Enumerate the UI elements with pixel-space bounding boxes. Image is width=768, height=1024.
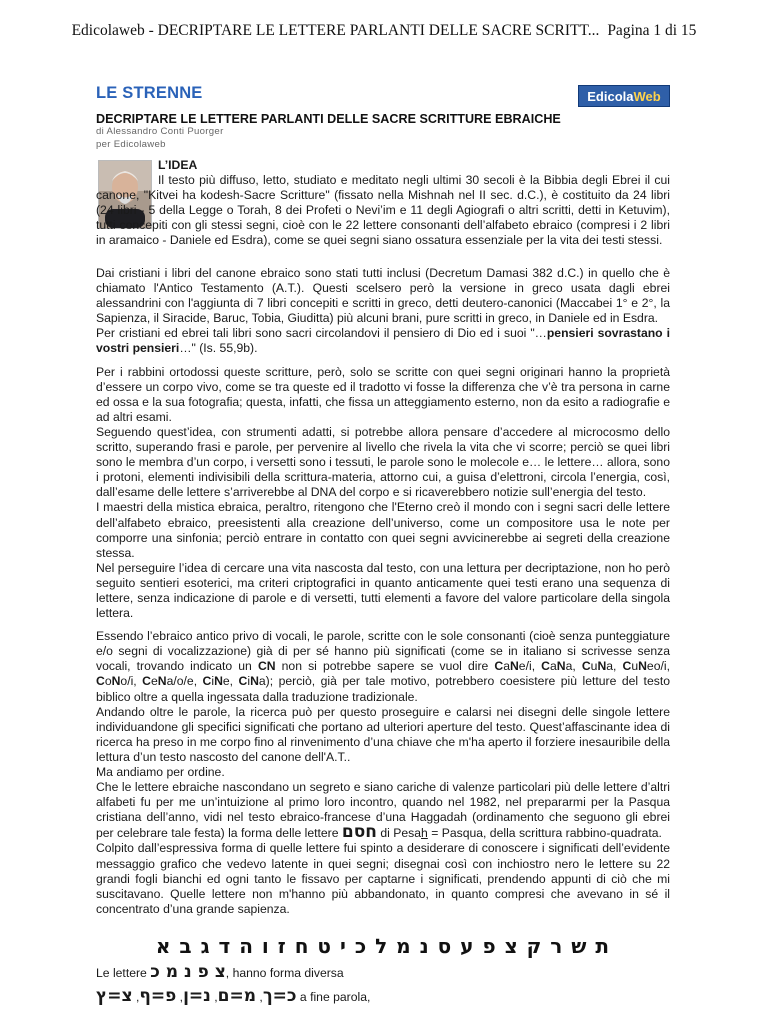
paragraph-drawings: Colpito dall’espressiva forma di quelle lettere fui spinto a desiderare di conoscere i significati dell’evidente messaggio grafico che vedevo latente in quei segni; disegnai così con inchiostro nero le lettere su 22 grandi fogli bianchi ed ogni tanto le fissavo per captarne i significati, prendendo appunti di ciò che mi suscitavano. Quelle lettere non m'hanno più abbandonato, in quanto compresi che avevano in sé il concentrato d’una grande sapienza. <box>96 841 670 916</box>
source-byline: per Edicolaweb <box>96 139 166 150</box>
final-letters-line: Le lettere צ פ נ מ כ, hanno forma diversa <box>96 962 344 982</box>
paragraph-beyond-words: Andando oltre le parole, la ricerca può per questo proseguire e calarsi nei disegni delle singole lettere individuandone gli specifici significati che portano ad ulteriori aperture del testo. Quest’affascinante idea di ricerca ha preso in me corpo fino al rinvenimento d’una chiave che m'ha aperto il forziere inesauribile della lettura d’un testo nascosto del canone dell'A.T.. <box>96 704 670 764</box>
intro-section <box>96 158 670 249</box>
final-form-pair: פ=ף <box>139 986 177 1006</box>
paragraph-vowels: Essendo l’ebraico antico privo di vocali, le parole, scritte con le sole consonanti (cioè senza punteggiature e/o segni di vocalizzazione) già di per sé hanno più significati (come se in italiano si scrivesse senza vocali, trovando indicato un CN non si potrebbe sapere se vuol dire CaNe/i, CaNa, CuNa, CuNeo/i, CoNo/i, CeNa/o/e, CiNe, CiNa); perciò, già per tale motivo, potrebbero coesistere più letture del testo biblico oltre a quella ingessata dalla traduzione tradizionale. <box>96 629 670 704</box>
cn-word: CuNeo/i <box>622 659 667 674</box>
paragraph-thoughts: Per cristiani ed ebrei tali libri sono sacri circolandovi il pensiero di Dio ed i suoi "…pensieri sovrastano i vostri pensieri…" (Is. 55,9b). <box>96 326 670 356</box>
page-indicator: Pagina 1 di 15 <box>607 22 697 39</box>
intro-paragraph: Il testo più diffuso, letto, studiato e meditato negli ultimi 30 secoli è la Bibbia degli Ebrei il cui canone, "Kitvei ha kodesh-Sacre Scritture" (fissato nella Mishnah nel II sec. d.C.), è costituito da 24 libri (24 libri - 5 della Legge o Torah, 8 dei Profeti o Nevi’im e 11 degli Agiografi o altri scritti, detti in Ketuvim), tutti concepiti con gli stessi segni, cioè con le 22 lettere consonanti dell’alfabeto ebraico (compresi i 2 libri in aramaico - Daniele ed Esdra), come se quei segni siano ossatura essenziale per la vita dei testi stessi. <box>96 173 670 248</box>
paragraph-haggadah: Che le lettere ebraiche nascondano un segreto e siano cariche di valenze particolari più delle lettere d’altri alfabeti fu per me un’intuizione al primo loro incontro, quando nel 1982, nel prepararmi per la Pasqua cristiana dell’anno, vidi nel testo ebraico-francese d’una Haggadah (ordinamento che seguono gli ebrei per celebrare tale festa) la forma delle lettere חסם di Pesah = Pasqua, della scrittura rabbino-quadrata. <box>96 780 670 843</box>
section-title: LE STRENNE <box>96 84 203 102</box>
print-header <box>0 22 768 40</box>
final-form-pair: נ=ן <box>183 986 211 1006</box>
cn-word: CeNa/o/e <box>142 674 194 689</box>
final-form-pair: כ=ך <box>262 986 297 1006</box>
paragraph-mystics: I maestri della mistica ebraica, peraltro, ritengono che l'Eterno creò il mondo con i segni sacri delle lettere dell’alfabeto ebraico, preesistenti alla creazione dell’universo, come un compositore usa le note per comporre una sinfonia; perciò entrare in contatto con quei segni avvicinerebbe ai segreti della creazione stessa. <box>96 500 670 560</box>
edicolaweb-logo[interactable]: Edicola Web <box>578 85 670 107</box>
final-form-pair: מ=ם <box>217 986 257 1006</box>
final-forms-line: כ=ך, מ=ם, נ=ן, פ=ף, צ=ץ a fine parola, <box>96 986 371 1006</box>
intro-heading: L’IDEA <box>158 158 198 172</box>
paragraph-in-order: Ma andiamo per ordine. <box>96 765 225 779</box>
hebrew-alphabet: ת ש ר ק צ פ ע ס נ מ ל כ י ט ח ז ו ה ד ג ב א <box>155 934 611 958</box>
document-title: Edicolaweb - DECRIPTARE LE LETTERE PARLANTI DELLE SACRE SCRITT... <box>71 22 600 39</box>
cn-word: CaNa <box>541 659 573 674</box>
paragraph-decryption: Nel perseguire l’idea di cercare una vita nascosta dal testo, con una lettura per decriptazione, non ho però seguito sentieri esoterici, ma criteri criptografici in quanto anticamente quei testi erano una sequenza di lettere, senza indicazione di parole e di versetti, tutti elementi a favore del valore particolare della singola lettera. <box>96 560 670 621</box>
cn-word: CaNe/i <box>494 659 532 674</box>
article-body <box>96 266 670 917</box>
paragraph-canon: Dai cristiani i libri del canone ebraico sono stati tutti inclusi (Decretum Damasi 382 d.C.) in quello che è chiamato l'Antico Testamento (A.T.). Questi scelsero però la versione in greco usata dagli ebrei alessandrini con l'aggiunta di 7 libri concepiti e scritti in greco, detti deutero-canonici (Maccabei 1° e 2°, la Sapienza, il Siracide, Baruc, Tobia, Giuditta) più alcuni brani, pure scritti in greco, in Daniele ed in Esdra. <box>96 266 670 326</box>
cn-word: CiNa <box>238 674 266 689</box>
cn-word: CoNo/i <box>96 674 134 689</box>
author-byline: di Alessandro Conti Puorger <box>96 126 224 137</box>
article-title: DECRIPTARE LE LETTERE PARLANTI DELLE SACRE SCRITTURE EBRAICHE <box>96 112 561 126</box>
cn-word: CiNe <box>202 674 230 689</box>
final-letters-set: צ פ נ מ כ <box>150 962 226 982</box>
cn-word: CuNa <box>581 659 614 674</box>
paragraph-microcosm: Seguendo quest’idea, con strumenti adatti, si potrebbe allora pensare d’accedere al microcosmo dello scritto, superando frasi e parole, per pervenire al livello che rivela la vita che vi scorre; perciò se quei libri sono le membra d’un corpo, i versetti sono i tessuti, le parole sono le molecole e… le lettere… allora, sono i protoni, elementi indivisibili della scrittura-materia, attorno cui, a guisa d’elettroni, circola l’energia, così, dall’esame delle lettere s’arriverebbe al DNA del corpo e si ricaverebbero notizie sull’energia del testo. <box>96 424 670 500</box>
paragraph-rabbis: Per i rabbini ortodossi queste scritture, però, solo se scritte con quei segni originari hanno la proprietà d’essere un corpo vivo, come se tra queste ed il tradotto vi fosse la differenza che v’è tra persona in carne ed ossa e la sua fotografia; questa, infatti, che fissa un atteggiamento esterno, non da esito a radiografie e ad altri esami. <box>96 364 670 424</box>
pesach-letters: חסם <box>341 822 377 843</box>
final-form-pair: צ=ץ <box>96 986 133 1006</box>
final-forms-pairs: כ=ך, מ=ם, נ=ן, פ=ף, צ=ץ <box>96 986 297 1006</box>
cn-words-list: CaNe/i, CaNa, CuNa, CuNeo/i, CoNo/i, CeNa/o/e, CiNe, CiNa <box>96 659 670 689</box>
